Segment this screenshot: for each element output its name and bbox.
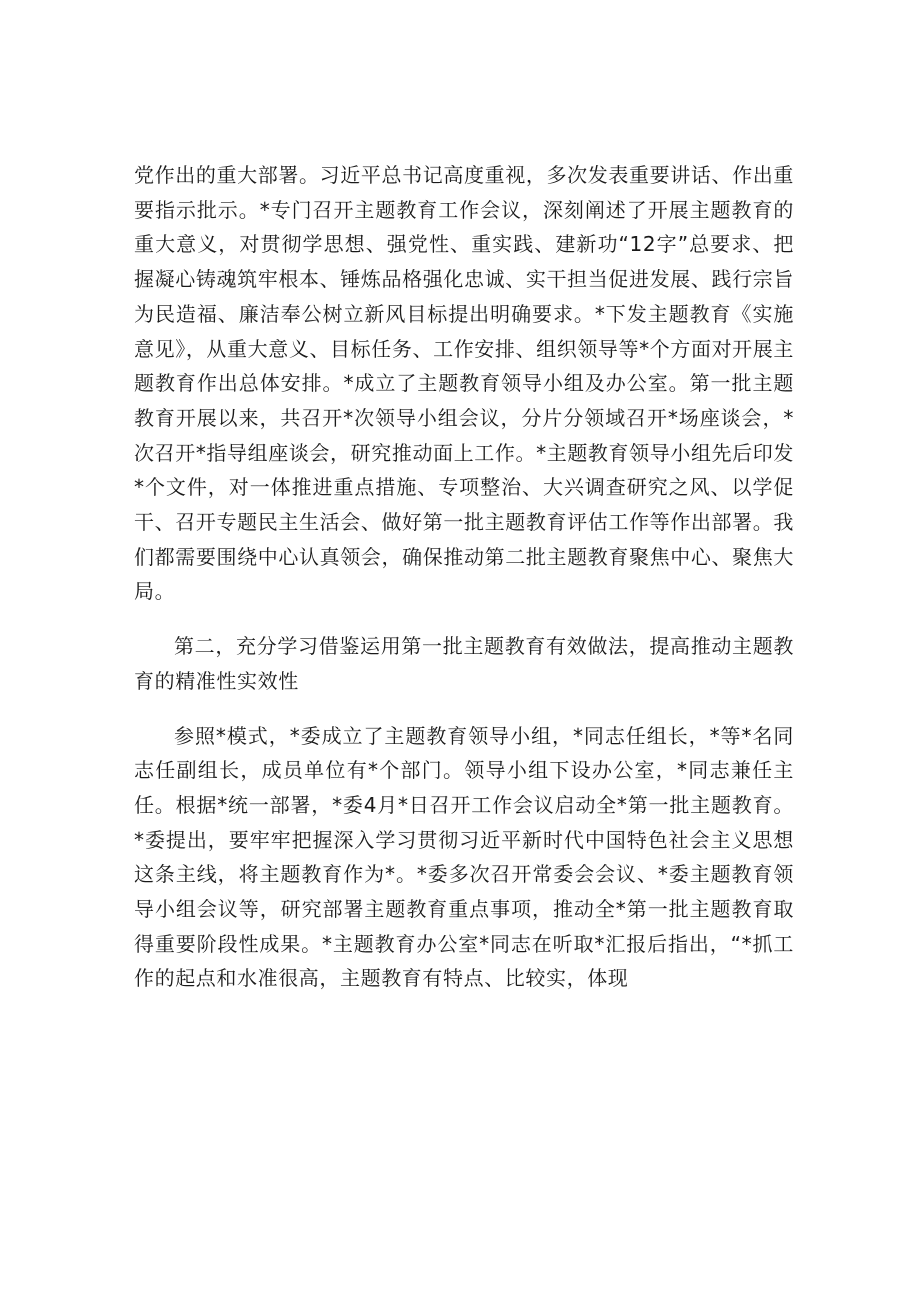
section-heading-second: 第二，充分学习借鉴运用第一批主题教育有效做法，提高推动主题教育的精准性实效性	[134, 634, 794, 693]
paragraph-body: 参照*模式，*委成立了主题教育领导小组，*同志任组长，*等*名同志任副组长，成员单位有*个部门。领导小组下设办公室，*同志兼任主任。根据*统一部署，*委4月*日召开工作会议启动全*第一批主题教育。*委提出，要牢牢把握深入学习贯彻习近平新时代中国特色社会主义思想这条主线，将主题教育作为*。*委多次召开常委会会议、*委主题教育领导小组会议等，研究部署主题教育重点事项，推动全*第一批主题教育取得重要阶段性成果。*主题教育办公室*同志在听取*汇报后指出，“*抓工作的起点和水准很高，主题教育有特点、比较实，体现	[134, 723, 794, 991]
paragraph-continuation: 党作出的重大部署。习近平总书记高度重视，多次发表重要讲话、作出重要指示批示。*专门召开主题教育工作会议，深刻阐述了开展主题教育的重大意义，对贯彻学思想、强党性、重实践、建新功“12字”总要求、把握凝心铸魂筑牢根本、锤炼品格强化忠诚、实干担当促进发展、践行宗旨为民造福、廉洁奉公树立新风目标提出明确要求。*下发主题教育《实施意见》，从重大意义、目标任务、工作安排、组织领导等*个方面对开展主题教育作出总体安排。*成立了主题教育领导小组及办公室。第一批主题教育开展以来，共召开*次领导小组会议，分片分领域召开*场座谈会，*次召开*指导组座谈会，研究推动面上工作。*主题教育领导小组先后印发*个文件，对一体推进重点措施、专项整治、大兴调查研究之风、以学促干、召开专题民主生活会、做好第一批主题教育评估工作等作出部署。我们都需要围绕中心认真领会，确保推动第二批主题教育聚焦中心、聚焦大局。	[134, 163, 794, 604]
document-body	[134, 158, 794, 996]
